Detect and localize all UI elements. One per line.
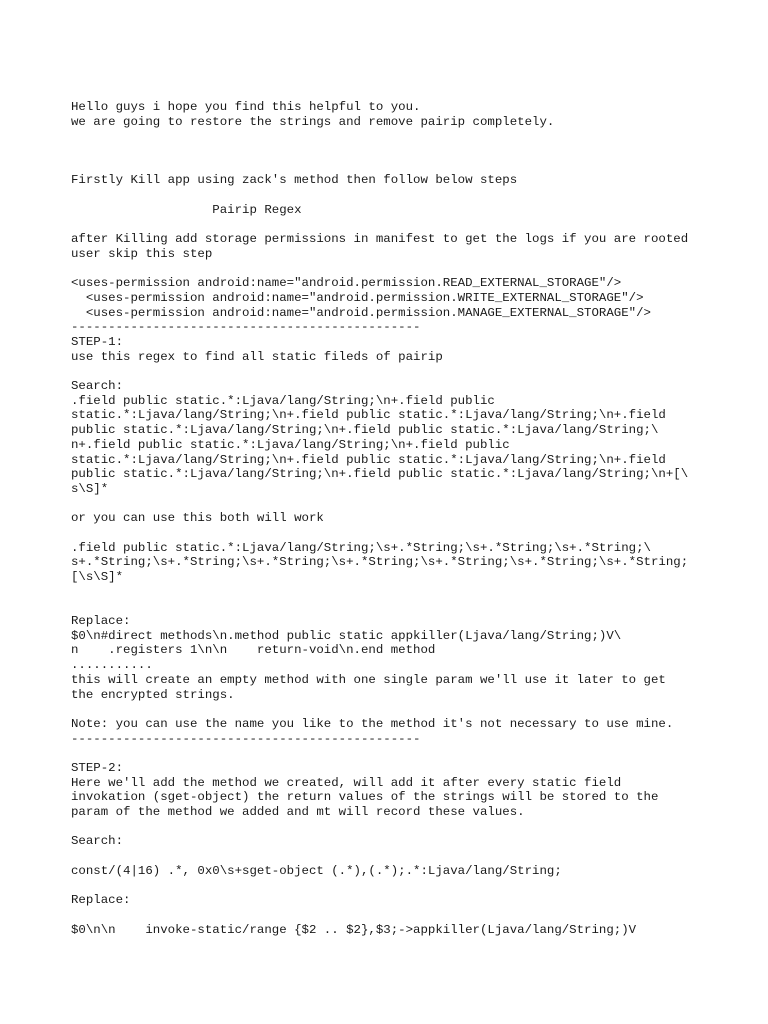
document-body [71, 100, 701, 937]
text-line: static.*:Ljava/lang/String;\n+.field public static.*:Ljava/lang/String;\n+.field [71, 452, 666, 467]
blank-line [71, 849, 701, 864]
text-line: Note: you can use the name you like to the method it's not necessary to use mine. [71, 716, 674, 731]
text-line: Firstly Kill app using zack's method then follow below steps [71, 173, 518, 188]
blank-line [71, 159, 701, 174]
text-line: STEP-1: [71, 335, 124, 349]
text-line: $0\n\n invoke-static/range {$2 .. $2},$3;->appkiller(Ljava/lang/String;)V [71, 922, 637, 937]
blank-line [71, 702, 701, 717]
text-line: static.*:Ljava/lang/String;\n+.field public static.*:Ljava/lang/String;\n+.field [71, 408, 666, 423]
blank-line [71, 364, 701, 379]
blank-line [71, 585, 701, 600]
text-line: Search: [71, 834, 124, 849]
text-line: s\S]* [71, 481, 109, 496]
text-line: Replace: [71, 893, 131, 908]
text-line: ----------------------------------------------- [71, 731, 421, 746]
text-line: public static.*:Ljava/lang/String;\n+.field public static.*:Ljava/lang/String;\n+[\ [71, 467, 689, 482]
text-line: or you can use this both will work [71, 511, 324, 526]
text-line: public static.*:Ljava/lang/String;\n+.field public static.*:Ljava/lang/String;\ [71, 423, 659, 438]
blank-line [71, 262, 701, 277]
text-line: n .registers 1\n\n return-void\n.end method [71, 643, 436, 658]
text-line: after Killing add storage permissions in manifest to get the logs if you are rooted [71, 232, 689, 247]
blank-line [71, 188, 701, 203]
text-line: this will create an empty method with one single param we'll use it later to get [71, 672, 666, 687]
text-line: .field public static.*:Ljava/lang/String;\s+.*String;\s+.*String;\s+.*String;\ [71, 540, 651, 555]
text-line: $0\n#direct methods\n.method public static appkiller(Ljava/lang/String;)V\ [71, 628, 622, 643]
text-line: <uses-permission android:name="android.permission.WRITE_EXTERNAL_STORAGE"/> [71, 290, 644, 305]
text-line: we are going to restore the strings and remove pairip completely. [71, 114, 555, 129]
text-line: ----------------------------------------------- [71, 320, 421, 335]
blank-line [71, 129, 701, 144]
text-line: ........... [71, 658, 153, 673]
text-line: <uses-permission android:name="android.permission.READ_EXTERNAL_STORAGE"/> [71, 276, 622, 291]
blank-line [71, 144, 701, 159]
text-line: Replace: [71, 614, 131, 629]
blank-line [71, 218, 701, 233]
text-line: Pairip Regex [71, 202, 302, 217]
text-line: invokation (sget-object) the return values of the strings will be stored to the [71, 790, 659, 805]
blank-line [71, 746, 701, 761]
blank-line [71, 878, 701, 893]
text-line: Hello guys i hope you find this helpful to you. [71, 100, 421, 114]
text-line: Here we'll add the method we created, will add it after every static field [71, 775, 622, 790]
text-line: STEP-2: [71, 760, 124, 775]
blank-line [71, 497, 701, 512]
text-line: Search: [71, 379, 124, 394]
text-line: n+.field public static.*:Ljava/lang/String;\n+.field public [71, 437, 510, 452]
text-line: const/(4|16) .*, 0x0\s+sget-object (.*),(.*);.*:Ljava/lang/String; [71, 863, 562, 878]
text-line: <uses-permission android:name="android.permission.MANAGE_EXTERNAL_STORAGE"/> [71, 305, 651, 320]
blank-line [71, 820, 701, 835]
blank-line [71, 526, 701, 541]
blank-line [71, 599, 701, 614]
text-line: .field public static.*:Ljava/lang/String;\n+.field public [71, 393, 495, 408]
text-line: the encrypted strings. [71, 687, 235, 702]
text-line: [\s\S]* [71, 570, 124, 584]
text-line: use this regex to find all static fileds of pairip [71, 349, 443, 364]
text-line: user skip this step [71, 246, 213, 261]
blank-line [71, 908, 701, 923]
text-line: s+.*String;\s+.*String;\s+.*String;\s+.*String;\s+.*String;\s+.*String;\s+.*String; [71, 555, 689, 570]
text-line: param of the method we added and mt will record these values. [71, 805, 525, 819]
